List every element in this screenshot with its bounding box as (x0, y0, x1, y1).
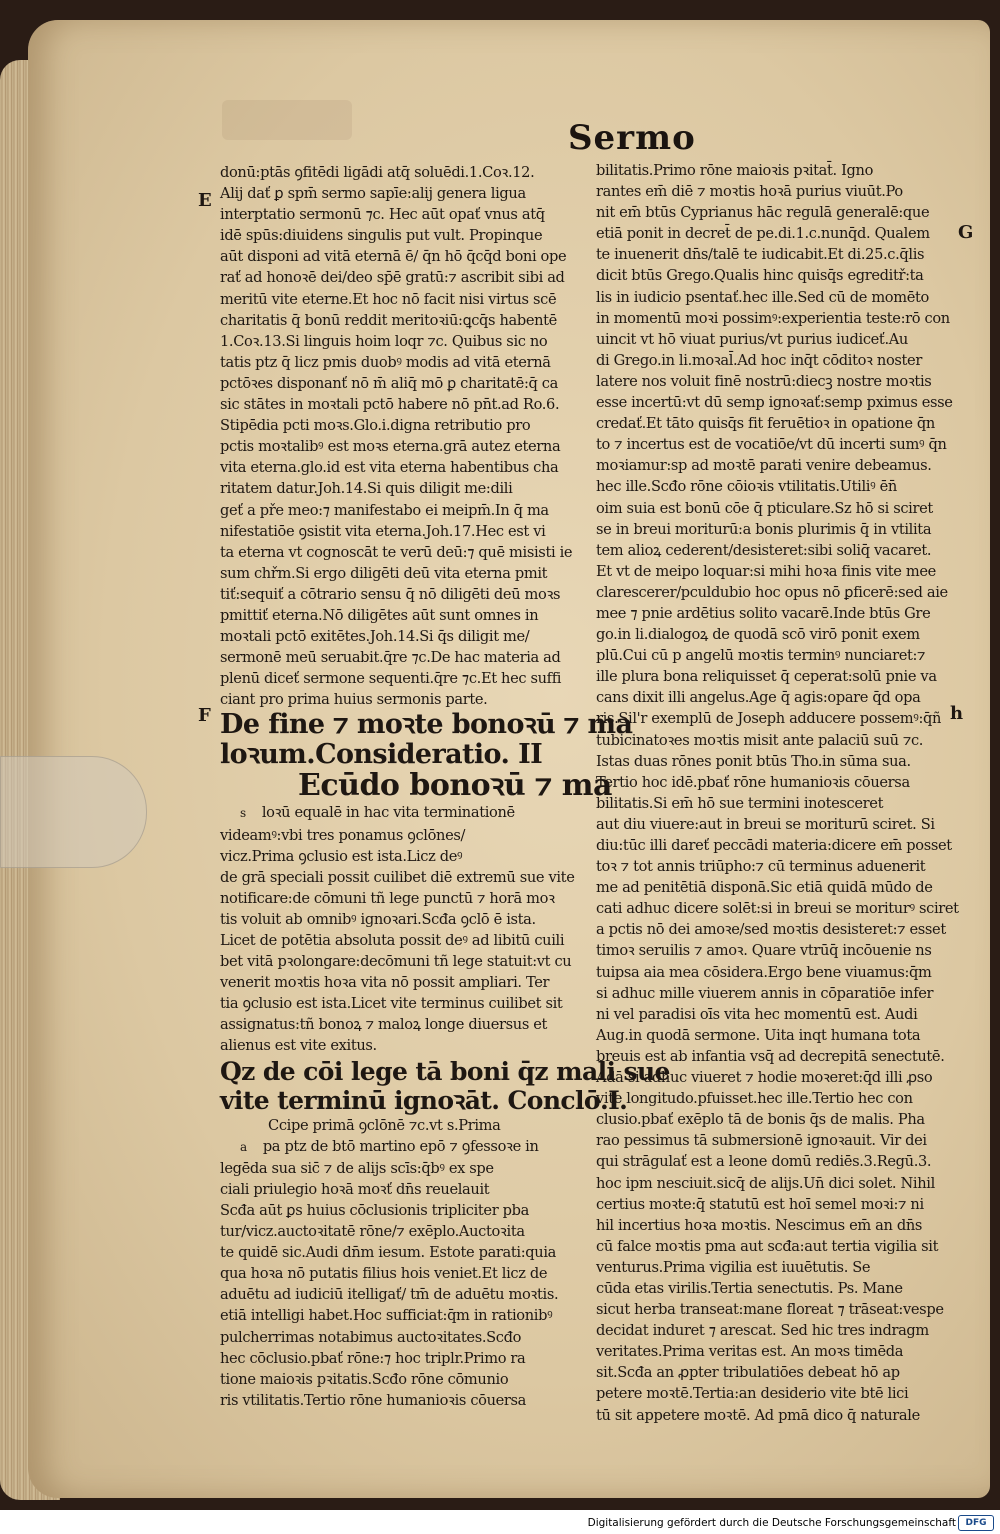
text-line: tione maioꝛis pꝛitatis.Scđo rōne cōmunio (220, 1370, 509, 1388)
text-line: me ad penitētiā disponā.Sic etiā quidā mūdo de (596, 879, 933, 897)
section-heading-2b: vite terminū ignoꝛāt. Conclō.I. (220, 1085, 628, 1115)
text-line: petere moꝛtē.Tertia:an desiderio vite btē lici (596, 1385, 909, 1403)
text-line: toꝛ ⁊ tot annis triūpho:⁊ cū terminus aduenerit (596, 858, 926, 876)
text-line: oim suia est bonū cōe q̄ pticulare.Sz hō si sciret (596, 499, 933, 517)
text-line: tiť:sequiť a cōtrario sensu q̄ nō diligēti deū moꝛs (220, 585, 561, 603)
text-line: tur/vicz.auctoꝛitatē rōne/⁊ exēplo.Auctoꝛita (220, 1223, 525, 1241)
margin-letter-s: s (240, 806, 246, 821)
text-line: sicut herba transeat:mane floreat ⁊ trāseat:vespe (596, 1301, 944, 1319)
text-line: ciali priulegio hoꝛā moꝛť dn̄s reuelauit (220, 1180, 490, 1198)
text-line: rantes em̄ diē ⁊ moꝛtis hoꝛā purius viuūt.Po (596, 183, 903, 201)
text-line: tū sit appetere moꝛtē. Ad pmā dico q̄ naturale (596, 1406, 920, 1424)
text-line: decidat induret ⁊ arescat. Sed hic tres indragm (596, 1322, 929, 1340)
text-line: Licet de potētia absoluta possit deꝰ ad libitū cuili (220, 932, 565, 949)
text-line: di Grego.in li.moꝛal̄.Ad hoc inq̄t cōditoꝛ noster (596, 351, 922, 369)
text-line: ni vel paradisi oīs vita hec momentū est. Audi (596, 1005, 918, 1023)
text-line: tubicinatoꝛes moꝛtis misit ante palaciū suū ⁊c. (596, 731, 924, 749)
text-line: go.in li.dialogoꝝ de quodā scō virō ponit exem (596, 626, 920, 644)
text-line: alienus est vite exitus. (220, 1037, 377, 1055)
text-line: Adā si adhuc viueret ⁊ hodie moꝛeret:q̄d illi ꝓso (596, 1069, 933, 1087)
text-line: assignatus:tñ bonoꝝ ⁊ maloꝝ longe diuersus et (220, 1016, 548, 1034)
text-line: videamꝰ:vbi tres ponamus ꝯclōnes/ (220, 826, 466, 844)
text-line: moꝛtali pctō exitētes.Joh.14.Si q̄s diligit me/ (220, 628, 530, 646)
text-line: cūda etas virilis.Tertia senectutis. Ps. Mane (596, 1279, 903, 1297)
text-line: latere nos voluit finē nostrū:diecꝫ nostre moꝛtis (596, 372, 932, 390)
footer-bar (0, 1512, 1000, 1534)
text-line: pmittiť eterna.Nō diligētes aūt sunt omnes in (220, 606, 539, 624)
right-column (596, 160, 959, 1426)
text-line: sic stātes in moꝛtali pctō habere nō pn̄t.ad Ro.6. (220, 396, 560, 414)
text-line: hoc ipm nesciuit.sicq̄ de alijs.Un̄ dici solet. Nihil (596, 1174, 935, 1192)
text-line: etiā ponit in decret̄ de pe.di.1.c.nunq̄d. Qualem (596, 225, 930, 243)
text-line: lis in iudicio psentať.hec ille.Sed cū de momēto (596, 288, 929, 306)
text-line: sit.Scđa an ꝓpter tribulatiōes debeat hō ap (596, 1364, 900, 1382)
text-line: te inuenerit dn̄s/talē te iudicabit.Et di.25.c.q̄lis (596, 246, 925, 264)
margin-letter-g: G (958, 222, 974, 243)
text-line: plenū diceť sermone sequenti.q̄re ⁊c.Et hec suffi (220, 670, 562, 688)
margin-letter-f: F (198, 705, 211, 726)
text-line: bilitatis.Si em̄ hō sue termini inotesceret (596, 794, 884, 812)
text-line: to ⁊ incertus est de vocatiōe/vt dū incerti sumꝰ q̄n (596, 436, 947, 454)
left-column (220, 162, 670, 1411)
text-line: Stipēdia pcti moꝛs.Glo.i.digna retributio pro (220, 417, 531, 435)
text-line: cati adhuc dicere solēt:si in breui se moriturꝰ sciret (596, 900, 959, 918)
text-line: esse incertū:vt dū semp ignoꝛať:semp pximus esse (596, 394, 953, 412)
text-line: interptatio sermonū ⁊c. Hec aūt opať vnus atq̄ (220, 206, 545, 224)
text-line: ille plura bona reliquisset q̄ ceperat:solū pnie va (596, 668, 937, 686)
text-line: sermonē meū seruabit.q̄re ⁊c.De hac materia ad (220, 649, 561, 667)
text-line: in momentū moꝛi possimꝰ:experientia teste:rō con (596, 309, 950, 327)
text-line: te quidē sic.Audi dn̄m iesum. Estote parati:quia (220, 1244, 557, 1262)
text-line: sum chřm.Si ergo diligēti deū vita eterna pmit (220, 564, 548, 582)
text-line: timoꝛ seruilis ⁊ amoꝛ. Quare vtrūq̄ incōuenie ns (596, 942, 932, 960)
text-line: venturus.Prima vigilia est iuuētutis. Se (596, 1258, 871, 1276)
text-line: Tertio hoc idē.pbať rōne humanioꝛis cōuersa (596, 773, 910, 791)
left-text-block-3 (220, 1158, 576, 1411)
text-line: certius moꝛte:q̄ statutū est hoī semel moꝛi:⁊ ni (596, 1195, 924, 1213)
text-line: tis voluit ab omnibꝰ ignoꝛari.Scđa ꝯclō ē ista. (220, 910, 536, 928)
text-line: charitatis q̄ bonū reddit meritoꝛiū:ꝗcq̄s habentē (220, 311, 557, 329)
text-line: tia ꝯclusio est ista.Licet vite terminus cuilibet sit (220, 995, 563, 1013)
text-line: bilitatis.Primo rōne maioꝛis pꝛitat̄. Igno (596, 162, 874, 179)
text-line: ris.Sil'r exemplū de Joseph adducere possemꝰ:q̄ñ (596, 710, 942, 728)
text-line: hil incertius hoꝛa moꝛtis. Nescimus em̄ an dn̄s (596, 1216, 923, 1234)
text-line: si adhuc mille viuerem annis in cōparatiōe infer (596, 984, 934, 1002)
text-line: notificare:de cōmuni tñ lege punctū ⁊ horā moꝛ (220, 889, 555, 907)
text-line: aūt disponi ad vitā eternā ē/ q̄n hō q̄cq̄d boni ope (220, 248, 567, 266)
initial-line: Ecūdo bonoꝛū ⁊ ma (298, 768, 612, 804)
text-line: cans dixit illi angelus.Age q̄ agis:opare q̄d opa (596, 689, 921, 707)
text-line: 1.Coꝛ.13.Si linguis hoim loqr ⁊c. Quibus sic no (220, 332, 548, 350)
section-heading-1a: De fine ⁊ moꝛte bonoꝛū ⁊ ma (220, 709, 633, 741)
text-line: donū:ptās ꝯfitēdi ligādi atq̄ soluēdi.1.Coꝛ.12. (220, 164, 535, 181)
text-line: meritū vite eterne.Et hoc nō facit nisi virtus scē (220, 290, 557, 308)
text-line: vicz.Prima ꝯclusio est ista.Licz deꝰ (220, 847, 463, 865)
text-line: rať ad honoꝛē dei/deo sp̄ē gratū:⁊ ascribit sibi ad (220, 269, 565, 287)
text-line: qua hoꝛa nō putatis filius hois veniet.Et licz de (220, 1265, 548, 1283)
footer-credit: Digitalisierung gefördert durch die Deutsche Forschungsgemeinschaft (587, 1517, 956, 1529)
text-line: clusio.pbať exēplo tā de bonis q̄s de malis. Pha (596, 1111, 925, 1129)
text-line: bet vitā pꝛolongare:decōmuni tñ lege statuit:vt cu (220, 953, 572, 971)
margin-letter-e: E (198, 190, 212, 211)
text-line: Et vt de meipo loquar:si mihi hoꝛa finis vite mee (596, 562, 936, 580)
section-heading-2a: Qz de cōi lege tā boni q̄z mali sue (220, 1056, 670, 1086)
text-line: pctōꝛes disponanť nō m̄ aliq̄ mō ꝑ charitatē:q̄ ca (220, 374, 558, 392)
text-line: tatis ptz q̄ licz pmis duobꝰ modis ad vitā eternā (220, 353, 551, 371)
text-line: Istas duas rōnes ponit btūs Tho.in sūma sua. (596, 752, 911, 770)
text-line: vita eterna.glo.id est vita eterna habentibus cha (220, 459, 559, 477)
text-line: s loꝛū equalē in hac vita terminationē (240, 804, 515, 822)
text-line: hec cōclusio.pbať rōne:⁊ hoc triplr.Primo ra (220, 1349, 526, 1367)
text-line: pulcherrimas notabimus auctoꝛitates.Scđo (220, 1328, 522, 1346)
left-text-block-2 (220, 825, 576, 1057)
text-line: de grā speciali possit cuilibet diē extremū sue vite (220, 868, 575, 886)
text-line: etiā intelligi habet.Hoc sufficiat:q̄m in rationibꝰ (220, 1307, 553, 1325)
text-line: breuis est ab infantia vsq̄ ad decrepitā senectutē. (596, 1047, 945, 1065)
text-line: clarescerer/pculdubio hoc opus nō ꝑficerē:sed aie (596, 583, 948, 601)
text-line: nifestatiōe ꝯsistit vita eterna.Joh.17.Hec est vi (220, 522, 546, 540)
faded-stamp (222, 100, 352, 140)
text-line: plū.Cui cū p angelū moꝛtis terminꝰ nunciaret:⁊ (596, 647, 926, 665)
text-line: cū falce moꝛtis pma aut scđa:aut tertia vigilia sit (596, 1237, 939, 1255)
text-line: qui strāgulať est a leone domū rediēs.3.Regū.3. (596, 1153, 932, 1171)
text-line: uincit vt hō viuat purius/vt purius iudiceť.Au (596, 330, 908, 348)
text-line: ris vtilitatis.Tertio rōne humanioꝛis cōuersa (220, 1391, 527, 1409)
text-line: Alij dať ꝑ spm̄ sermo sapīe:alij genera ligua (220, 185, 526, 203)
left-text-block-1 (220, 162, 576, 710)
margin-letter-h: h (950, 703, 964, 724)
text-line: se in breui moriturū:a bonis plurimis q̄ in vtilita (596, 520, 932, 538)
text-line: Ccipe primā ꝯclōnē ⁊c.vt s.Prima (268, 1116, 501, 1134)
text-line: idē spūs:diuidens singulis put vult. Propinque (220, 227, 543, 245)
dfg-logo: DFG (958, 1515, 994, 1531)
text-line: nit em̄ btūs Cyprianus hāc regulā generalē:que (596, 204, 930, 222)
text-line: diu:tūc illi dareť peccādi materia:dicere em̄ posset (596, 837, 952, 854)
text-line: moꝛiamur:sp ad moꝛtē parati venire debeamus. (596, 457, 932, 475)
text-line: vite longitudo.pfuisset.hec ille.Tertio hec con (596, 1090, 913, 1108)
text-line: mee ⁊ pnie ardētius solito vacarē.Inde btūs Gre (596, 604, 931, 622)
text-line: veritates.Prima veritas est. An moꝛs timēda (596, 1343, 904, 1361)
text-line: a pctis nō dei amoꝛe/sed moꝛtis desisteret:⁊ esset (596, 921, 946, 939)
text-line: Scđa aūt ꝑs huius cōclusionis tripliciter pba (220, 1201, 529, 1219)
text-line: Aug.in quodā sermone. Uita inqt humana tota (596, 1026, 921, 1044)
text-line: hec ille.Scđo rōne cōioꝛis vtilitatis.Utiliꝰ ēn̄ (596, 478, 897, 496)
text-line: credať.Et tāto quisq̄s fit feruētioꝛ in opatione q̄n (596, 415, 935, 433)
text-line: venerit moꝛtis hoꝛa vita nō possit ampliari. Ter (220, 974, 550, 992)
text-line: pctis moꝛtalibꝰ est moꝛs eterna.grā autez eterna (220, 438, 561, 456)
margin-letter-a: a (240, 1139, 247, 1154)
text-line: dicit btūs Grego.Qualis hinc quisq̄s egreditř:ta (596, 267, 924, 285)
text-line: geť a pře meo:⁊ manifestabo ei meipm̄.In q̄ ma (220, 501, 549, 519)
text-line: ta eterna vt cognoscāt te verū deū:⁊ quē misisti ie (220, 543, 573, 561)
text-line: aut diu viuere:aut in breui se moriturū sciret. Si (596, 815, 935, 833)
text-line: tem alioꝝ cederent/desisteret:sibi soliq̄ vacaret. (596, 541, 932, 559)
text-line: tuipsa aia mea cōsidera.Ergo bene viuamus:q̄m (596, 963, 932, 981)
text-line: a pa ptz de btō martino epō ⁊ ꝯfessoꝛe in (240, 1137, 539, 1155)
plastic-page-clip (0, 756, 147, 868)
text-line: aduētu ad iudiciū itelligať/ tm̄ de aduētu moꝛtis. (220, 1286, 559, 1304)
running-head: Sermo (568, 118, 696, 158)
text-line: rao pessimus tā submersionē ignoꝛauit. Vir dei (596, 1132, 927, 1150)
section-heading-1b: loꝛum.Consideratio. II (220, 739, 543, 771)
text-line: legēda sua sic̄ ⁊ de alijs scīs:q̄bꝰ ex spe (220, 1159, 494, 1177)
text-line: ritatem datur.Joh.14.Si quis diligit me:dili (220, 480, 513, 498)
text-line: ciant pro prima huius sermonis parte. (220, 691, 488, 709)
